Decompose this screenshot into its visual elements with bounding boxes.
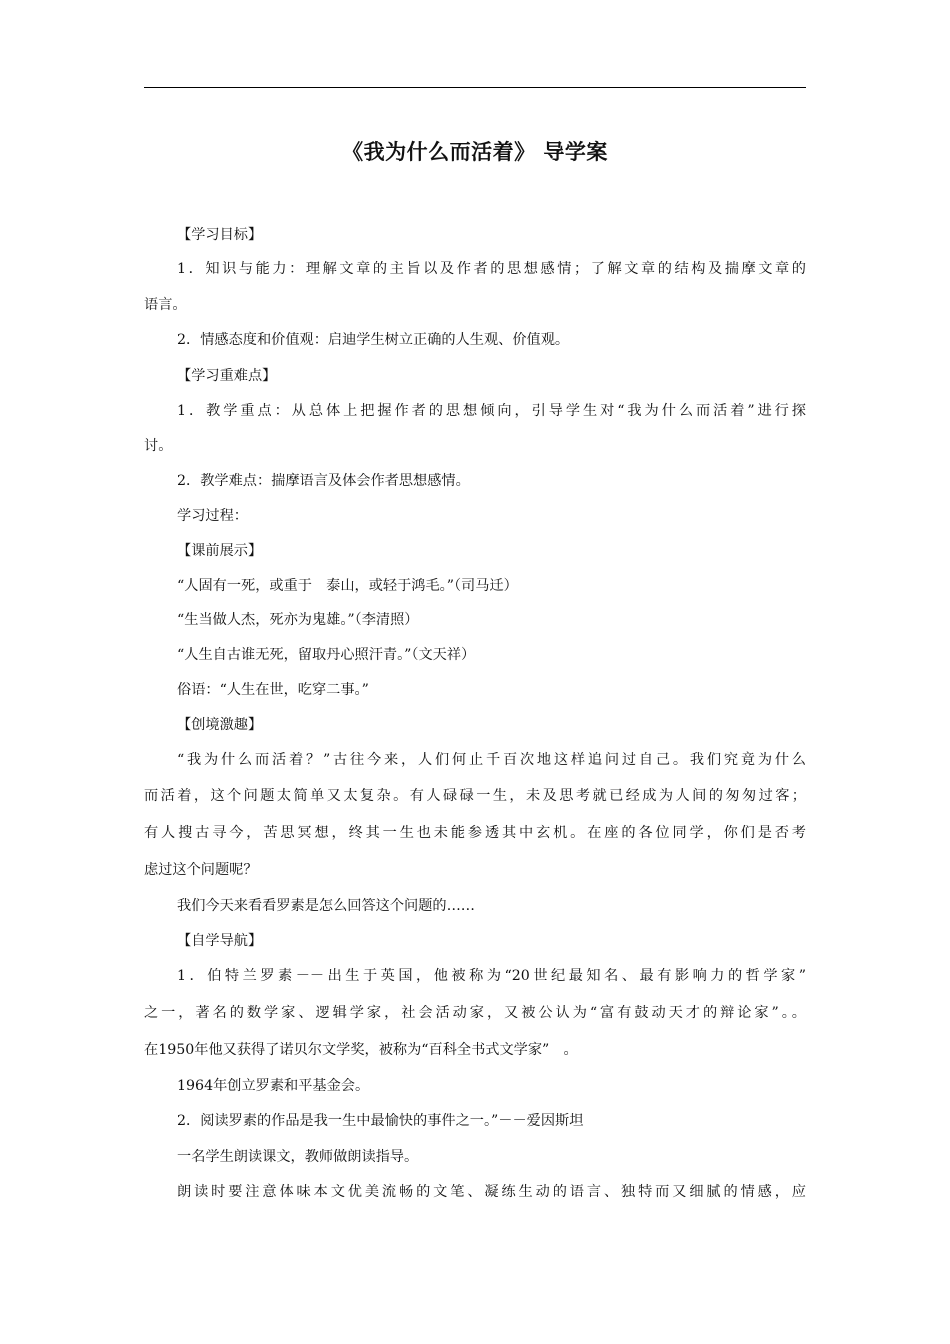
paragraph-line: 1．教学重点：从总体上把握作者的思想倾向，引导学生对“我为什么而活着”进行探 [177, 403, 806, 419]
paragraph-line: 学习过程： [177, 508, 248, 524]
paragraph-line: 之一，著名的数学家、逻辑学家，社会活动家，又被公认为“富有鼓动天才的辩论家”。。 [144, 1005, 806, 1021]
quote-line: 俗语：“人生在世，吃穿二事。” [177, 682, 369, 698]
paragraph-line: 在1950年他又获得了诺贝尔文学奖，被称为“百科全书式文学家” 。 [144, 1042, 578, 1058]
paragraph-line: 2．教学难点：揣摩语言及体会作者思想感情。 [177, 473, 470, 489]
quote-line: “人固有一死，或重于 泰山，或轻于鸿毛。”（司马迁） [177, 578, 518, 594]
paragraph-line: 2．情感态度和价值观：启迪学生树立正确的人生观、价值观。 [177, 332, 570, 348]
header-rule [144, 87, 806, 88]
paragraph-line: 有人搜古寻今，苦思冥想，终其一生也未能参透其中玄机。在座的各位同学，你们是否考 [144, 825, 806, 841]
paragraph-line: 而活着，这个问题太简单又太复杂。有人碌碌一生，未及思考就已经成为人间的匆匆过客； [144, 788, 806, 804]
section-heading-pre-class: 【课前展示】 [177, 543, 263, 559]
paragraph-line: 虑过这个问题呢？ [144, 862, 258, 878]
section-heading-self-study: 【自学导航】 [177, 933, 263, 949]
paragraph-line: 1964年创立罗素和平基金会。 [177, 1078, 370, 1094]
quote-line: “人生自古谁无死，留取丹心照汗青。”（文天祥） [177, 647, 476, 663]
paragraph-line: 1．知识与能力：理解文章的主旨以及作者的思想感情；了解文章的结构及揣摩文章的 [177, 261, 806, 277]
paragraph-line: 我们今天来看看罗素是怎么回答这个问题的…… [177, 898, 475, 914]
section-heading-learning-objectives: 【学习目标】 [177, 227, 263, 243]
section-heading-key-points: 【学习重难点】 [177, 368, 277, 384]
paragraph-line: 语言。 [144, 297, 187, 313]
paragraph-line: 讨。 [144, 438, 173, 454]
paragraph-line: 1．伯特兰罗素－－出生于英国，他被称为“20世纪最知名、最有影响力的哲学家” [177, 968, 806, 984]
paragraph-line: 2．阅读罗素的作品是我一生中最愉快的事件之一。”－－爱因斯坦 [177, 1113, 584, 1129]
section-heading-scenario: 【创境激趣】 [177, 717, 263, 733]
quote-line: “生当做人杰，死亦为鬼雄。”（李清照） [177, 612, 419, 628]
paragraph-line: 一名学生朗读课文，教师做朗读指导。 [177, 1149, 419, 1165]
paragraph-line: “我为什么而活着？”古往今来，人们何止千百次地这样追问过自己。我们究竟为什么 [177, 752, 806, 768]
paragraph-line: 朗读时要注意体味本文优美流畅的文笔、凝练生动的语言、独特而又细腻的情感，应 [177, 1184, 806, 1200]
document-title: 《我为什么而活着》 导学案 [342, 140, 608, 164]
